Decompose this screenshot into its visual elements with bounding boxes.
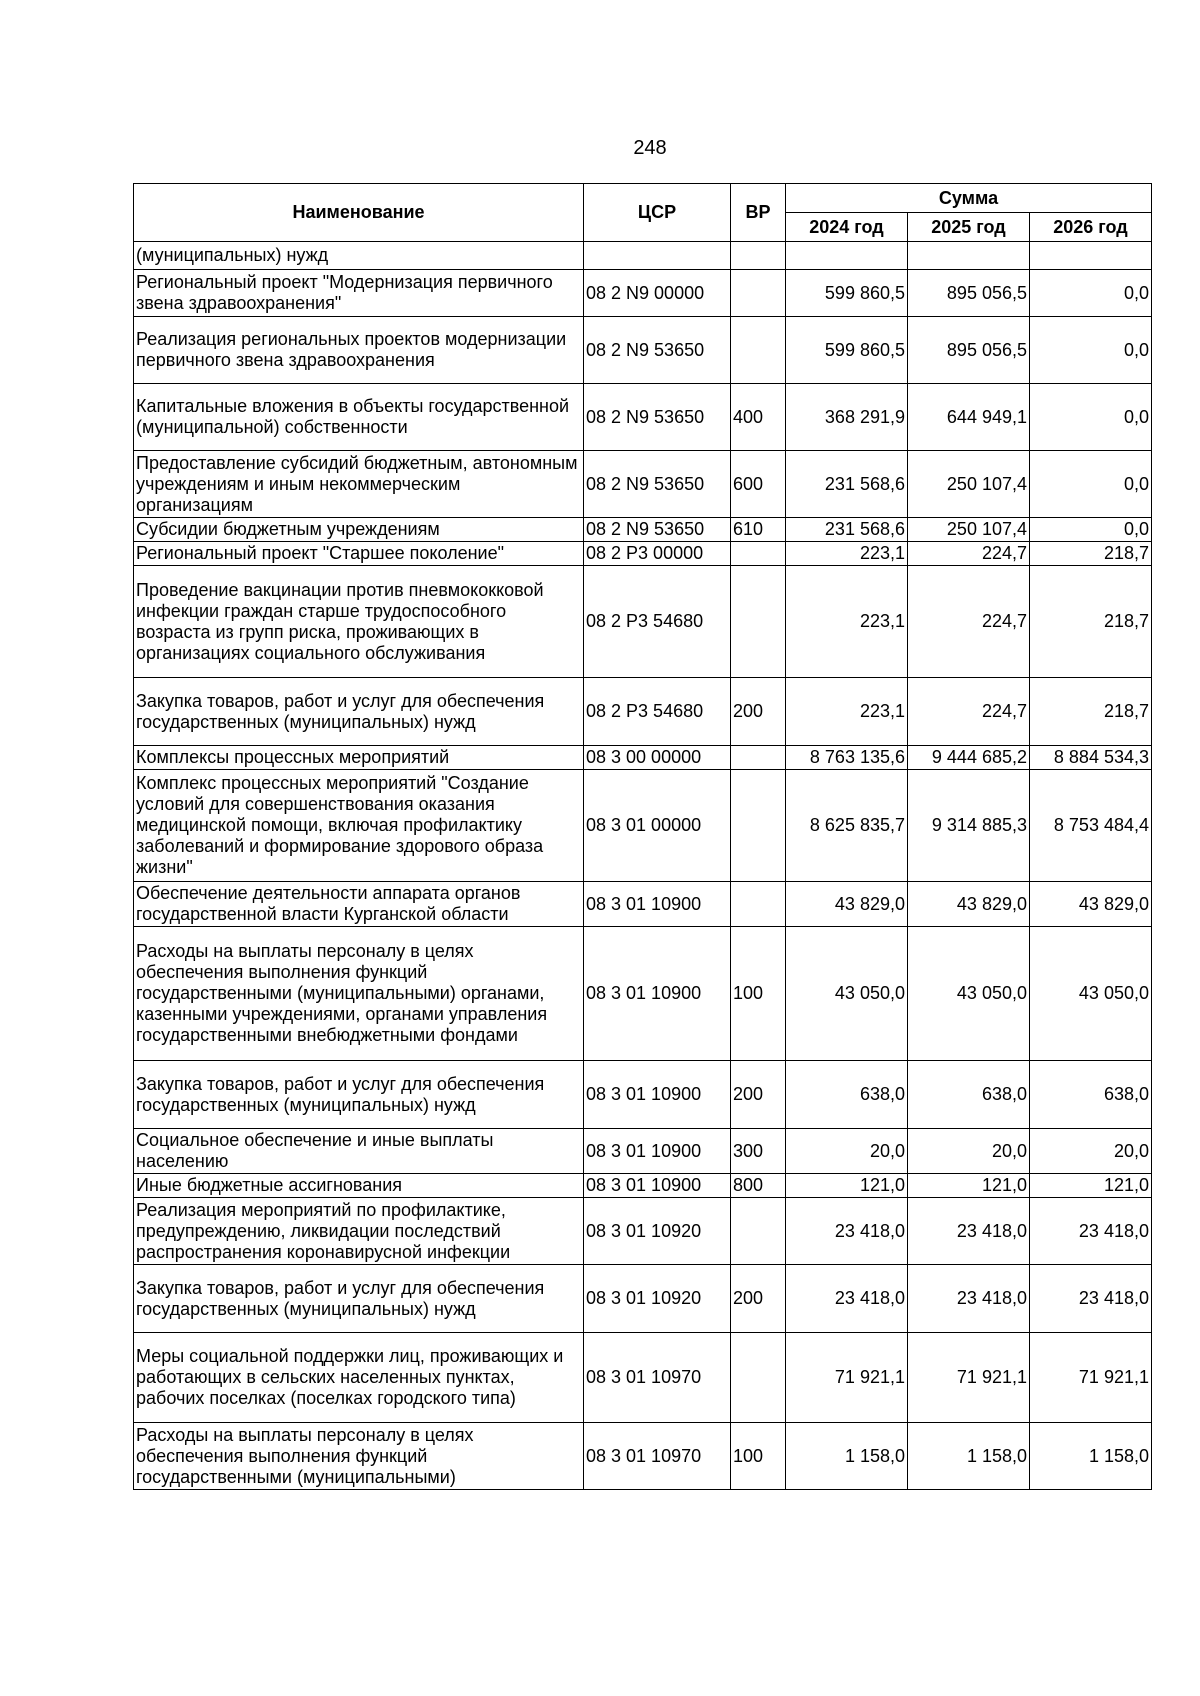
row-name: Реализация региональных проектов модернизации первичного звена здравоохранения bbox=[134, 317, 584, 384]
row-name: Иные бюджетные ассигнования bbox=[134, 1174, 584, 1198]
row-vr: 600 bbox=[731, 451, 786, 518]
row-amount-2024: 23 418,0 bbox=[786, 1198, 908, 1265]
row-amount-2024: 8 625 835,7 bbox=[786, 770, 908, 882]
row-amount-2025: 895 056,5 bbox=[908, 317, 1030, 384]
table-row bbox=[134, 566, 1152, 678]
header-vr: ВР bbox=[731, 184, 786, 242]
table-row bbox=[134, 1265, 1152, 1333]
table-row bbox=[134, 927, 1152, 1061]
row-amount-2024: 23 418,0 bbox=[786, 1265, 908, 1333]
row-csr: 08 2 N9 53650 bbox=[584, 451, 731, 518]
row-csr: 08 3 01 10920 bbox=[584, 1265, 731, 1333]
row-amount-2026: 638,0 bbox=[1030, 1061, 1152, 1129]
row-amount-2025: 23 418,0 bbox=[908, 1198, 1030, 1265]
row-amount-2026: 0,0 bbox=[1030, 518, 1152, 542]
row-amount-2024: 638,0 bbox=[786, 1061, 908, 1129]
row-amount-2026: 71 921,1 bbox=[1030, 1333, 1152, 1423]
budget-table bbox=[133, 183, 1152, 1490]
row-name: Региональный проект "Модернизация первичного звена здравоохранения" bbox=[134, 270, 584, 317]
table-row bbox=[134, 746, 1152, 770]
row-amount-2026: 23 418,0 bbox=[1030, 1265, 1152, 1333]
row-amount-2025: 20,0 bbox=[908, 1129, 1030, 1174]
table-row bbox=[134, 1423, 1152, 1490]
row-name: Закупка товаров, работ и услуг для обеспечения государственных (муниципальных) нужд bbox=[134, 1061, 584, 1129]
row-vr bbox=[731, 770, 786, 882]
row-csr: 08 3 01 10900 bbox=[584, 882, 731, 927]
row-csr: 08 2 P3 54680 bbox=[584, 566, 731, 678]
row-amount-2025: 43 050,0 bbox=[908, 927, 1030, 1061]
table-row bbox=[134, 882, 1152, 927]
row-amount-2024: 20,0 bbox=[786, 1129, 908, 1174]
row-amount-2025: 644 949,1 bbox=[908, 384, 1030, 451]
row-amount-2024: 599 860,5 bbox=[786, 317, 908, 384]
row-csr: 08 2 N9 53650 bbox=[584, 518, 731, 542]
table-row bbox=[134, 1129, 1152, 1174]
row-amount-2026: 8 753 484,4 bbox=[1030, 770, 1152, 882]
header-sum: Сумма bbox=[786, 184, 1152, 213]
row-csr: 08 3 01 10900 bbox=[584, 1129, 731, 1174]
row-vr: 200 bbox=[731, 678, 786, 746]
row-amount-2024: 231 568,6 bbox=[786, 451, 908, 518]
row-amount-2026: 1 158,0 bbox=[1030, 1423, 1152, 1490]
row-name: Закупка товаров, работ и услуг для обеспечения государственных (муниципальных) нужд bbox=[134, 678, 584, 746]
row-amount-2025: 71 921,1 bbox=[908, 1333, 1030, 1423]
row-amount-2026: 121,0 bbox=[1030, 1174, 1152, 1198]
row-amount-2026: 43 050,0 bbox=[1030, 927, 1152, 1061]
row-amount-2025: 224,7 bbox=[908, 542, 1030, 566]
table-row bbox=[134, 518, 1152, 542]
row-amount-2025: 23 418,0 bbox=[908, 1265, 1030, 1333]
header-name: Наименование bbox=[134, 184, 584, 242]
row-amount-2024: 223,1 bbox=[786, 566, 908, 678]
row-vr bbox=[731, 270, 786, 317]
table-row bbox=[134, 1174, 1152, 1198]
header-year-2025: 2025 год bbox=[908, 213, 1030, 242]
row-amount-2026: 218,7 bbox=[1030, 678, 1152, 746]
row-amount-2024: 368 291,9 bbox=[786, 384, 908, 451]
row-amount-2025 bbox=[908, 242, 1030, 270]
table-row bbox=[134, 242, 1152, 270]
row-amount-2024: 231 568,6 bbox=[786, 518, 908, 542]
row-csr: 08 2 N9 53650 bbox=[584, 317, 731, 384]
row-amount-2026: 0,0 bbox=[1030, 317, 1152, 384]
row-vr: 400 bbox=[731, 384, 786, 451]
row-amount-2024: 1 158,0 bbox=[786, 1423, 908, 1490]
row-amount-2026: 218,7 bbox=[1030, 566, 1152, 678]
row-name: Закупка товаров, работ и услуг для обеспечения государственных (муниципальных) нужд bbox=[134, 1265, 584, 1333]
row-amount-2025: 895 056,5 bbox=[908, 270, 1030, 317]
row-csr: 08 3 01 10900 bbox=[584, 927, 731, 1061]
table-row bbox=[134, 1061, 1152, 1129]
header-year-2026: 2026 год bbox=[1030, 213, 1152, 242]
row-amount-2026: 0,0 bbox=[1030, 270, 1152, 317]
row-name: Социальное обеспечение и иные выплаты населению bbox=[134, 1129, 584, 1174]
row-vr: 100 bbox=[731, 1423, 786, 1490]
row-name: Меры социальной поддержки лиц, проживающих и работающих в сельских населенных пунктах, рабочих поселках (поселках городского типа) bbox=[134, 1333, 584, 1423]
row-vr bbox=[731, 1198, 786, 1265]
row-name: Предоставление субсидий бюджетным, автономным учреждениям и иным некоммерческим организациям bbox=[134, 451, 584, 518]
row-amount-2025: 1 158,0 bbox=[908, 1423, 1030, 1490]
row-amount-2024: 223,1 bbox=[786, 678, 908, 746]
row-amount-2025: 224,7 bbox=[908, 566, 1030, 678]
row-amount-2025: 121,0 bbox=[908, 1174, 1030, 1198]
table-row bbox=[134, 270, 1152, 317]
row-csr: 08 3 01 10970 bbox=[584, 1333, 731, 1423]
row-vr: 200 bbox=[731, 1061, 786, 1129]
table-row bbox=[134, 451, 1152, 518]
row-csr: 08 2 P3 54680 bbox=[584, 678, 731, 746]
row-amount-2026: 23 418,0 bbox=[1030, 1198, 1152, 1265]
row-csr: 08 3 01 10900 bbox=[584, 1061, 731, 1129]
row-name: Субсидии бюджетным учреждениям bbox=[134, 518, 584, 542]
table-body bbox=[134, 242, 1152, 1490]
row-amount-2025: 9 444 685,2 bbox=[908, 746, 1030, 770]
row-name: (муниципальных) нужд bbox=[134, 242, 584, 270]
row-amount-2026: 43 829,0 bbox=[1030, 882, 1152, 927]
row-vr: 300 bbox=[731, 1129, 786, 1174]
row-name: Расходы на выплаты персоналу в целях обеспечения выполнения функций государственными (муниципальными) bbox=[134, 1423, 584, 1490]
header-year-2024: 2024 год bbox=[786, 213, 908, 242]
row-amount-2024: 71 921,1 bbox=[786, 1333, 908, 1423]
table-row bbox=[134, 317, 1152, 384]
row-csr: 08 3 00 00000 bbox=[584, 746, 731, 770]
row-amount-2025: 9 314 885,3 bbox=[908, 770, 1030, 882]
table-row bbox=[134, 1198, 1152, 1265]
row-vr bbox=[731, 242, 786, 270]
row-csr: 08 2 N9 00000 bbox=[584, 270, 731, 317]
row-csr: 08 2 N9 53650 bbox=[584, 384, 731, 451]
row-amount-2025: 250 107,4 bbox=[908, 451, 1030, 518]
row-csr: 08 3 01 10970 bbox=[584, 1423, 731, 1490]
row-name: Расходы на выплаты персоналу в целях обеспечения выполнения функций государственными (муниципальными) органами, казенными учреждениями, органами управления государственными внебюджетными фондами bbox=[134, 927, 584, 1061]
row-csr bbox=[584, 242, 731, 270]
row-vr bbox=[731, 542, 786, 566]
row-vr: 100 bbox=[731, 927, 786, 1061]
row-amount-2026: 8 884 534,3 bbox=[1030, 746, 1152, 770]
table-row bbox=[134, 384, 1152, 451]
row-amount-2025: 250 107,4 bbox=[908, 518, 1030, 542]
row-amount-2024: 599 860,5 bbox=[786, 270, 908, 317]
row-vr: 610 bbox=[731, 518, 786, 542]
row-vr bbox=[731, 882, 786, 927]
row-amount-2026: 20,0 bbox=[1030, 1129, 1152, 1174]
row-amount-2024: 43 050,0 bbox=[786, 927, 908, 1061]
header-csr: ЦСР bbox=[584, 184, 731, 242]
row-amount-2026: 0,0 bbox=[1030, 451, 1152, 518]
row-csr: 08 2 P3 00000 bbox=[584, 542, 731, 566]
row-amount-2025: 224,7 bbox=[908, 678, 1030, 746]
row-amount-2024: 121,0 bbox=[786, 1174, 908, 1198]
row-name: Комплекс процессных мероприятий "Создание условий для совершенствования оказания медицинской помощи, включая профилактику заболеваний и формирование здорового образа жизни" bbox=[134, 770, 584, 882]
row-vr bbox=[731, 566, 786, 678]
row-amount-2025: 43 829,0 bbox=[908, 882, 1030, 927]
row-amount-2026: 218,7 bbox=[1030, 542, 1152, 566]
row-csr: 08 3 01 10900 bbox=[584, 1174, 731, 1198]
row-name: Обеспечение деятельности аппарата органов государственной власти Курганской области bbox=[134, 882, 584, 927]
row-name: Комплексы процессных мероприятий bbox=[134, 746, 584, 770]
row-amount-2024: 8 763 135,6 bbox=[786, 746, 908, 770]
row-vr bbox=[731, 746, 786, 770]
row-amount-2024: 43 829,0 bbox=[786, 882, 908, 927]
row-amount-2026 bbox=[1030, 242, 1152, 270]
row-amount-2024 bbox=[786, 242, 908, 270]
row-vr: 800 bbox=[731, 1174, 786, 1198]
page-number: 248 bbox=[633, 137, 667, 159]
table-row bbox=[134, 1333, 1152, 1423]
row-amount-2026: 0,0 bbox=[1030, 384, 1152, 451]
table-row bbox=[134, 542, 1152, 566]
table-row bbox=[134, 678, 1152, 746]
row-name: Капитальные вложения в объекты государственной (муниципальной) собственности bbox=[134, 384, 584, 451]
row-name: Проведение вакцинации против пневмококковой инфекции граждан старше трудоспособного возраста из групп риска, проживающих в организациях социального обслуживания bbox=[134, 566, 584, 678]
row-name: Региональный проект "Старшее поколение" bbox=[134, 542, 584, 566]
table-row bbox=[134, 770, 1152, 882]
row-vr bbox=[731, 317, 786, 384]
row-csr: 08 3 01 10920 bbox=[584, 1198, 731, 1265]
row-vr bbox=[731, 1333, 786, 1423]
row-amount-2024: 223,1 bbox=[786, 542, 908, 566]
row-amount-2025: 638,0 bbox=[908, 1061, 1030, 1129]
row-vr: 200 bbox=[731, 1265, 786, 1333]
row-name: Реализация мероприятий по профилактике, предупреждению, ликвидации последствий распространения коронавирусной инфекции bbox=[134, 1198, 584, 1265]
row-csr: 08 3 01 00000 bbox=[584, 770, 731, 882]
